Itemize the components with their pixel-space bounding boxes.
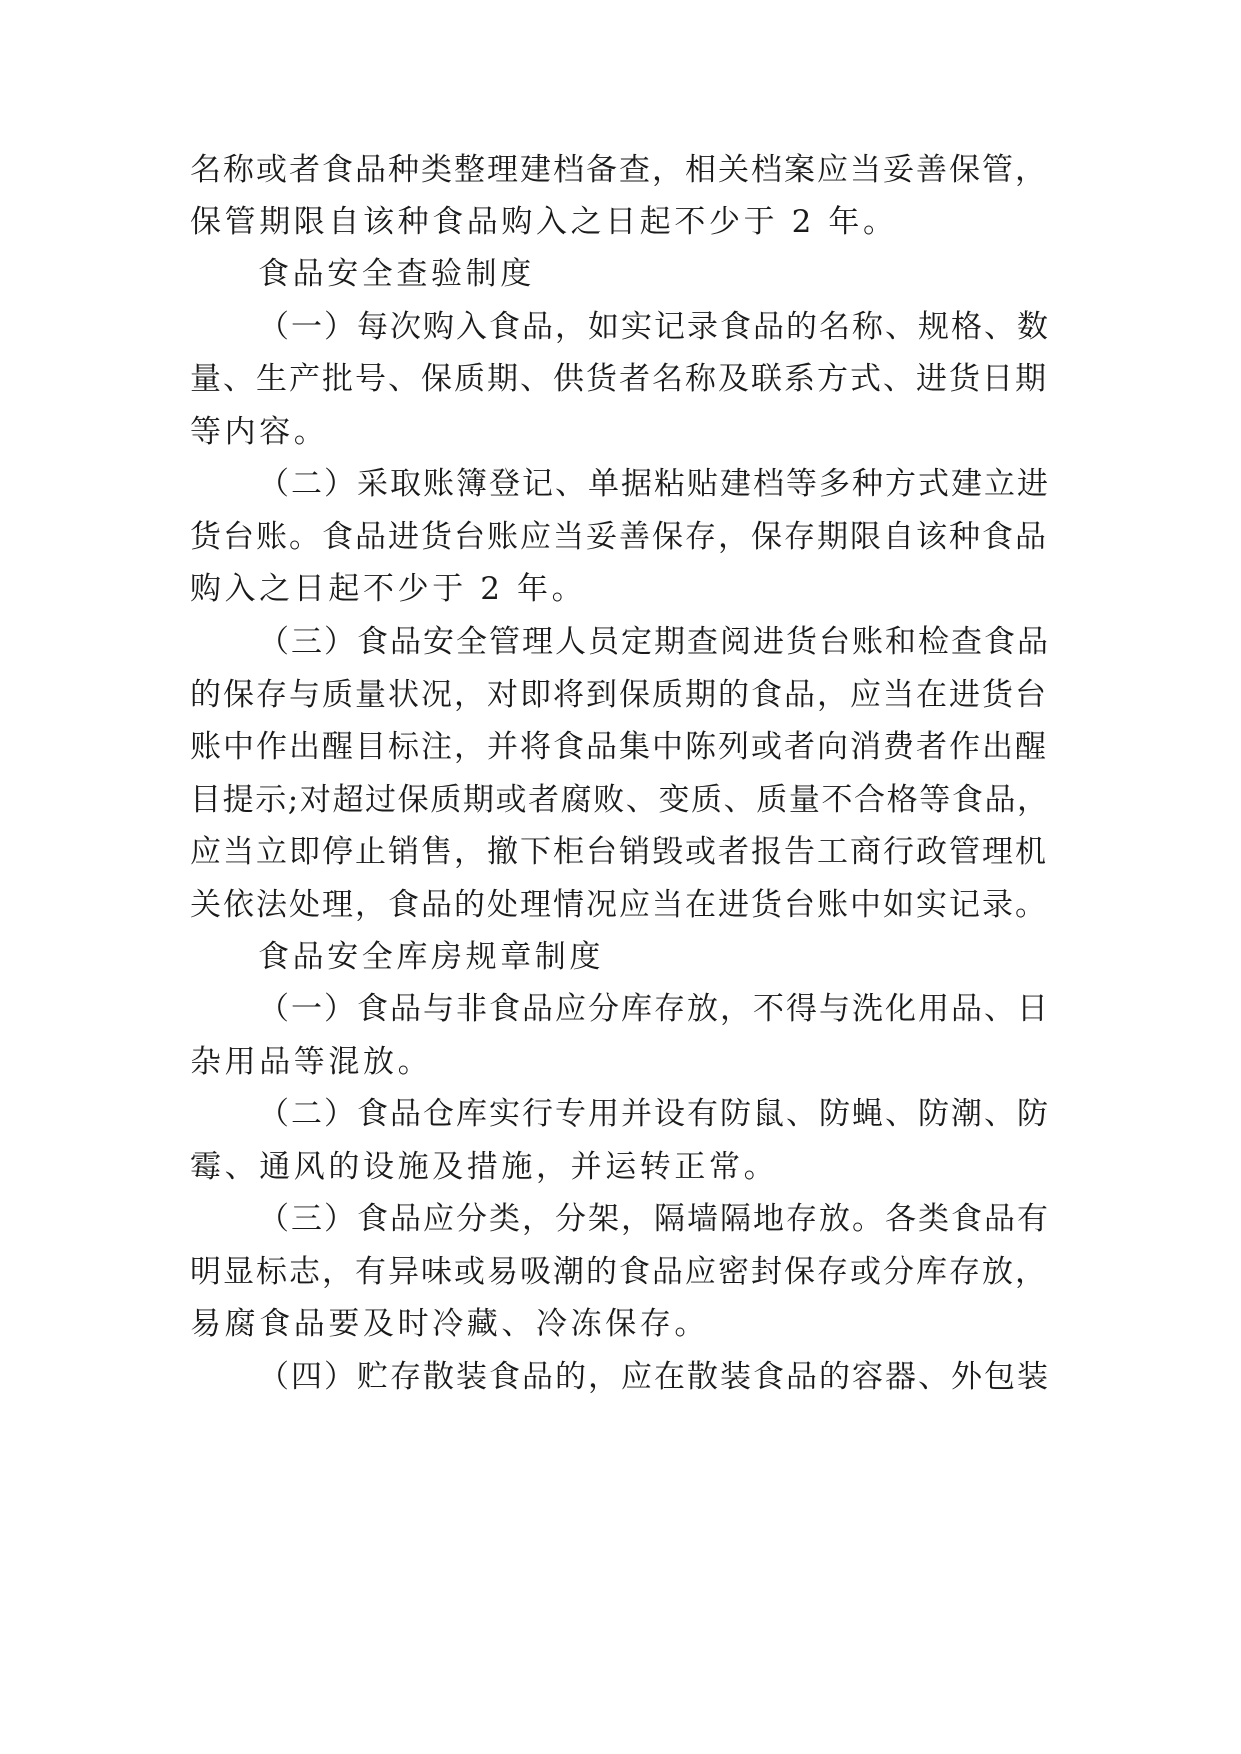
text-line: 保管期限自该种食品购入之日起不少于 2 年。 (190, 204, 898, 240)
section-heading: 食品安全库房规章制度 (258, 939, 604, 975)
text-line: （二）食品仓库实行专用并设有防鼠、防蝇、防潮、防 (258, 1096, 1050, 1132)
text-line: （二）采取账簿登记、单据粘贴建档等多种方式建立进 (258, 466, 1050, 502)
text-line: 等内容。 (190, 414, 329, 450)
text-line: （三）食品应分类，分架，隔墙隔地存放。各类食品有 (258, 1201, 1050, 1237)
text-line: 账中作出醒目标注，并将食品集中陈列或者向消费者作出醒 (190, 729, 1048, 765)
text-line: 购入之日起不少于 2 年。 (190, 571, 587, 607)
text-line: 货台账。食品进货台账应当妥善保存，保存期限自该种食品 (190, 519, 1048, 555)
text-line: （四）贮存散装食品的，应在散装食品的容器、外包装 (258, 1359, 1050, 1395)
section-heading: 食品安全查验制度 (258, 256, 535, 292)
text-line: （三）食品安全管理人员定期查阅进货台账和检查食品 (258, 624, 1050, 660)
text-line: 霉、通风的设施及措施，并运转正常。 (190, 1149, 779, 1185)
text-line: 名称或者食品种类整理建档备查，相关档案应当妥善保管， (190, 152, 1048, 188)
text-line: （一）每次购入食品，如实记录食品的名称、规格、数 (258, 309, 1050, 345)
text-line: 杂用品等混放。 (190, 1044, 433, 1080)
text-line: 目提示;对超过保质期或者腐败、变质、质量不合格等食品， (190, 782, 1050, 818)
text-line: 应当立即停止销售，撤下柜台销毁或者报告工商行政管理机 (190, 834, 1048, 870)
text-line: 量、生产批号、保质期、供货者名称及联系方式、进货日期 (190, 361, 1048, 397)
text-line: （一）食品与非食品应分库存放，不得与洗化用品、日 (258, 991, 1050, 1027)
text-line: 易腐食品要及时冷藏、冷冻保存。 (190, 1306, 709, 1342)
text-line: 关依法处理，食品的处理情况应当在进货台账中如实记录。 (190, 887, 1048, 923)
text-line: 明显标志，有异味或易吸潮的食品应密封保存或分库存放， (190, 1254, 1048, 1290)
text-line: 的保存与质量状况，对即将到保质期的食品，应当在进货台 (190, 677, 1048, 713)
